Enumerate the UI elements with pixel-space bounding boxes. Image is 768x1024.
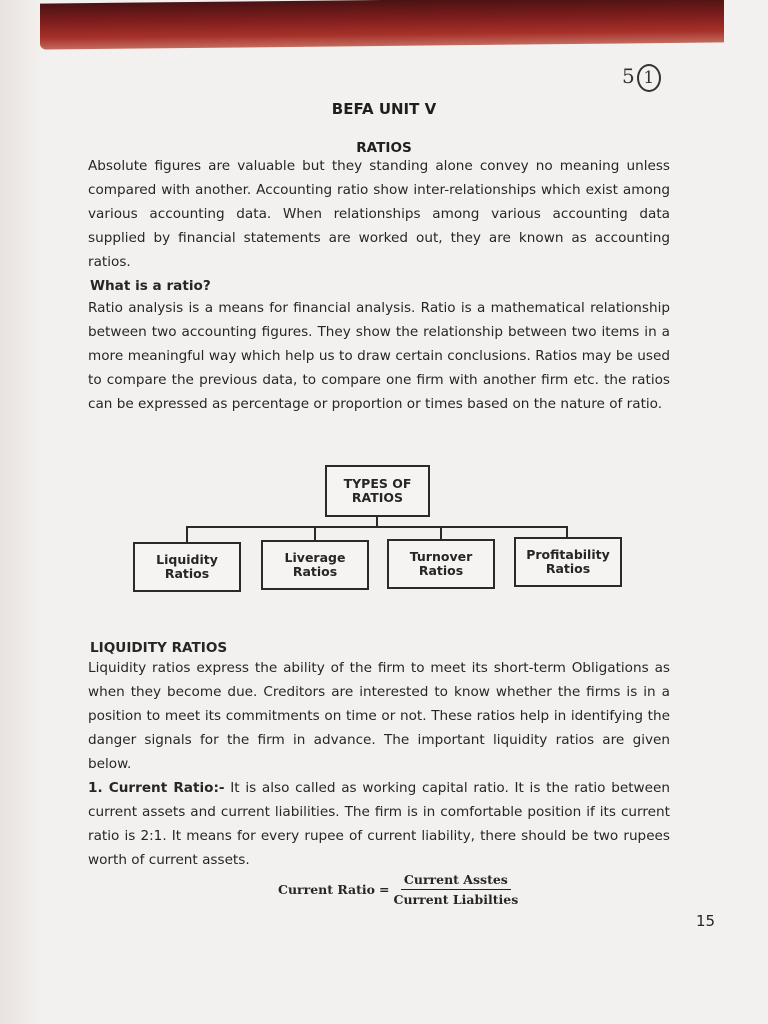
connector-drop-1: [186, 526, 188, 542]
connector-horizontal: [186, 526, 568, 528]
diagram-child-liverage: [261, 540, 369, 590]
formula-numerator: Current Asstes: [401, 872, 511, 890]
document-title: BEFA UNIT V: [331, 100, 437, 118]
child-3-line-2: Ratios: [418, 563, 464, 578]
connector-drop-3: [440, 526, 442, 540]
what-is-ratio-heading: What is a ratio?: [90, 278, 211, 294]
circled-digit: 1: [637, 64, 661, 92]
handwritten-digit: 5: [622, 64, 635, 88]
child-1-line-2: Ratios: [164, 566, 210, 581]
formula-lhs: Current Ratio: [278, 882, 376, 897]
diagram-root-box: [325, 465, 430, 517]
what-is-ratio-paragraph: Ratio analysis is a means for financial analysis. Ratio is a mathematical relationship between two accounting figures. They show the relationship between two items in a more meaningful way which help us to draw certain conclusions. Ratios may be used to compare the previous data, to compare one firm with another firm etc. the ratios can be expressed as percentage or proportion or times based on the nature of ratio.: [88, 300, 670, 412]
diagram-child-profitability: [514, 537, 622, 587]
section-title: RATIOS: [356, 140, 412, 156]
child-1-line-1: Liquidity: [156, 552, 218, 567]
root-line-2: RATIOS: [351, 490, 404, 505]
child-4-line-1: Profitability: [526, 547, 610, 562]
child-4-line-2: Ratios: [545, 561, 591, 576]
child-2-line-2: Ratios: [292, 564, 338, 579]
handwritten-page-note: [622, 64, 661, 92]
root-line-1: TYPES OF: [343, 476, 412, 491]
child-2-line-1: Liverage: [284, 550, 346, 565]
diagram-child-liquidity: [133, 542, 241, 592]
scanned-top-binding: [40, 0, 724, 50]
formula-fraction: [394, 872, 519, 907]
intro-paragraph: Absolute figures are valuable but they standing alone convey no meaning unless compared with another. Accounting ratio show inter-relationships which exist among various accounting data. When relationships among various accounting data supplied by financial statements are worked out, they are known as accounting ratios.: [88, 158, 670, 270]
page-number: 15: [696, 912, 716, 930]
liquidity-ratios-heading: LIQUIDITY RATIOS: [90, 640, 228, 656]
current-ratio-formula: [278, 872, 518, 907]
current-ratio-paragraph: [88, 776, 670, 872]
formula-equals: =: [379, 882, 390, 897]
formula-denominator: Current Liabilties: [393, 892, 519, 907]
current-ratio-label: 1. Current Ratio:-: [88, 780, 225, 796]
child-3-line-1: Turnover: [409, 549, 473, 564]
liquidity-ratios-paragraph: Liquidity ratios express the ability of the firm to meet its short-term Obligations as when they become due. Creditors are interested to know whether the firms is in a position to meet its commitments on time or not. These ratios help in identifying the danger signals for the firm in advance. The important liquidity ratios are given below.: [88, 660, 670, 772]
connector-drop-2: [314, 526, 316, 540]
current-ratio-text: It is also called as working capital ratio. It is the ratio between current assets and current liabilities. The firm is in comfortable position if its current ratio is 2:1. It means for every rupee of current liability, there should be two rupees worth of current assets.: [88, 780, 670, 868]
diagram-child-turnover: [387, 539, 495, 589]
